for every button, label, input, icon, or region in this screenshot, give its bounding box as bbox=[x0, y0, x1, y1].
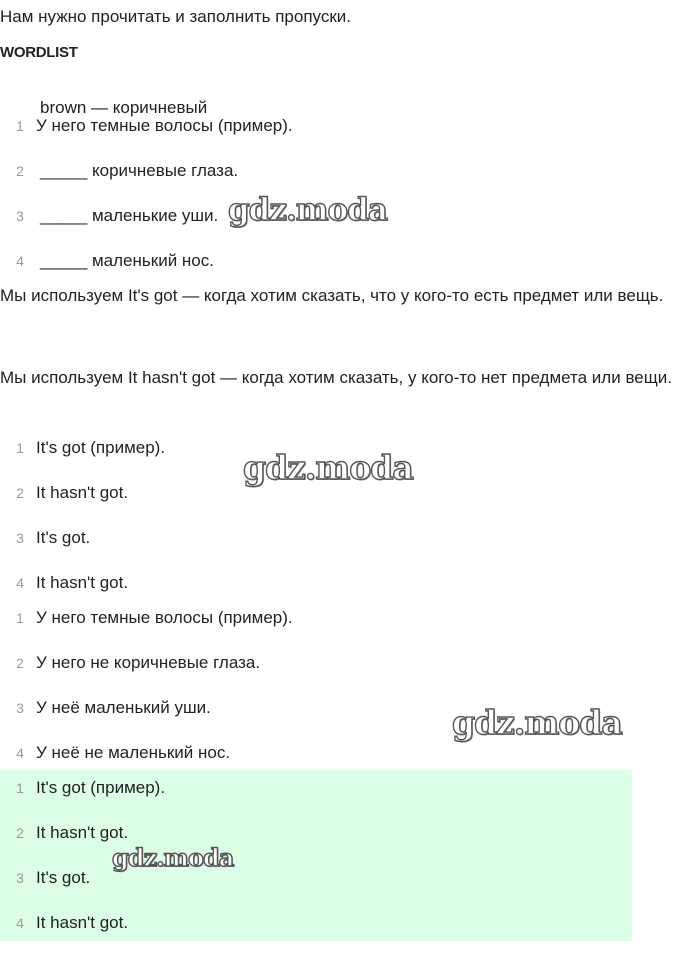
item-number: 1 bbox=[16, 610, 24, 626]
watermark-logo: gdz.moda bbox=[228, 192, 387, 228]
item-text: It hasn't got. bbox=[36, 573, 129, 592]
item-text: У неё не маленький нос. bbox=[36, 743, 231, 762]
item-number: 4 bbox=[16, 915, 24, 931]
item-text: У него не коричневые глаза. bbox=[36, 653, 261, 672]
item-text: У него темные волосы (пример). bbox=[36, 608, 293, 627]
item-text: It hasn't got. bbox=[36, 913, 129, 932]
item-text: It's got (пример). bbox=[36, 438, 166, 457]
paragraph-it-hasnt-got: Мы используем It hasn't got — когда хотим сказать, у кого-то нет предмета или вещи. bbox=[0, 368, 672, 387]
item-number: 2 bbox=[16, 163, 24, 179]
watermark-logo: gdz.moda bbox=[112, 843, 234, 872]
item-text: У неё маленький уши. bbox=[36, 698, 211, 717]
item-number: 4 bbox=[16, 575, 24, 591]
item-number: 1 bbox=[16, 118, 24, 134]
item-text: _____ маленький нос. bbox=[40, 251, 214, 270]
item-text: It hasn't got. bbox=[36, 823, 129, 842]
item-text: It's got. bbox=[36, 868, 91, 887]
item-number: 3 bbox=[16, 530, 24, 546]
wordlist-partial-line: brown — коричневый bbox=[40, 98, 208, 117]
item-text: У него темные волосы (пример). bbox=[36, 116, 293, 135]
item-number: 2 bbox=[16, 655, 24, 671]
item-number: 1 bbox=[16, 440, 24, 456]
item-number: 4 bbox=[16, 253, 24, 269]
item-number: 3 bbox=[16, 208, 24, 224]
item-text: It's got. bbox=[36, 528, 91, 547]
wordlist-heading: WORDLIST bbox=[0, 44, 78, 61]
paragraph-its-got: Мы используем It's got — когда хотим сказать, что у кого-то есть предмет или вещь. bbox=[0, 286, 664, 305]
item-number: 2 bbox=[16, 825, 24, 841]
watermark-logo: gdz.moda bbox=[452, 703, 622, 742]
item-number: 1 bbox=[16, 780, 24, 796]
item-number: 3 bbox=[16, 700, 24, 716]
intro-text: Нам нужно прочитать и заполнить пропуски. bbox=[0, 7, 352, 26]
item-text: It's got (пример). bbox=[36, 778, 166, 797]
item-number: 3 bbox=[16, 870, 24, 886]
watermark-logo: gdz.moda bbox=[243, 448, 413, 487]
item-text: It hasn't got. bbox=[36, 483, 129, 502]
item-text: _____ маленькие уши. bbox=[40, 206, 219, 225]
item-number: 2 bbox=[16, 485, 24, 501]
item-number: 4 bbox=[16, 745, 24, 761]
item-text: _____ коричневые глаза. bbox=[40, 161, 239, 180]
